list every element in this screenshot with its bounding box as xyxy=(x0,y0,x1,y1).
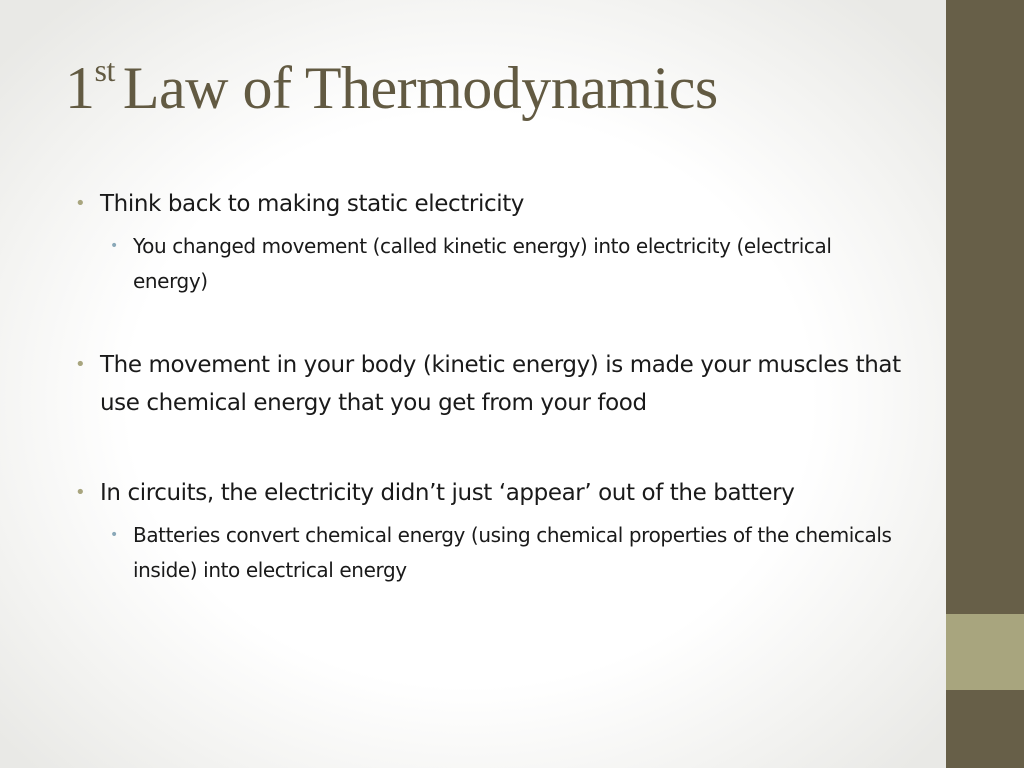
sub-bullet-dot-icon: • xyxy=(110,238,118,254)
bullet-text: Think back to making static electricity xyxy=(100,191,525,217)
bullet-dot-icon: • xyxy=(75,482,86,503)
title-superscript: st xyxy=(94,52,115,88)
bullet-dot-icon: • xyxy=(75,354,86,375)
sub-bullet-text: You changed movement (called kinetic energy) into electricity (electrical energy) xyxy=(133,234,832,293)
bullet-item-3 xyxy=(75,474,920,512)
title-number: 1 xyxy=(65,55,95,121)
sub-bullet-item-3 xyxy=(110,518,893,588)
slide-title xyxy=(65,52,718,121)
bullet-dot-icon: • xyxy=(75,193,86,214)
bullet-item-1 xyxy=(75,185,920,223)
title-text: Law of Thermodynamics xyxy=(122,55,718,121)
bullet-text: In circuits, the electricity didn’t just ‘appear’ out of the battery xyxy=(100,480,795,506)
bullet-text: The movement in your body (kinetic energy) is made your muscles that use chemical energy that you get from your food xyxy=(100,352,901,416)
sidebar-accent-block xyxy=(946,614,1024,690)
sub-bullet-item-1 xyxy=(110,229,893,299)
sub-bullet-dot-icon: • xyxy=(110,527,118,543)
bullet-item-2 xyxy=(75,346,920,422)
sub-bullet-text: Batteries convert chemical energy (using chemical properties of the chemicals inside) into electrical energy xyxy=(133,523,892,582)
